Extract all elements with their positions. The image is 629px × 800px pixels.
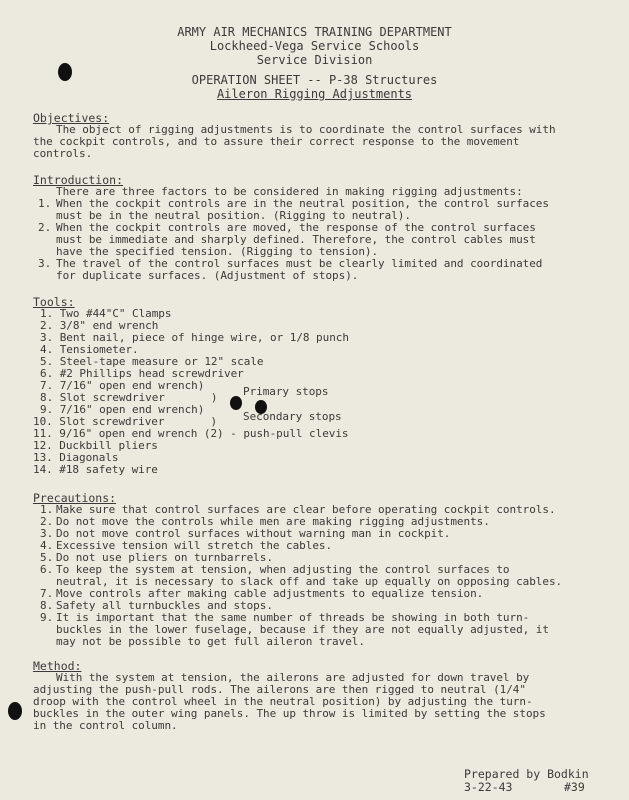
tool-item: 4. Tensiometer.	[40, 343, 139, 356]
footer-prepared: Prepared by Bodkin	[464, 767, 589, 781]
objectives-heading: Objectives:	[33, 111, 110, 125]
tool-item: 11. 9/16" open end wrench (2) - push-pull clevis	[33, 427, 349, 440]
precaution-item-number: 9.	[40, 611, 54, 624]
precaution-item-line: Do not use pliers on turnbarrels.	[56, 551, 273, 564]
precaution-item-number: 2.	[40, 515, 54, 528]
introduction-item-line: When the cockpit controls are moved, the response of the control surfaces	[56, 221, 536, 234]
tool-item: 8. Slot screwdriver )	[40, 391, 218, 404]
introduction-heading: Introduction:	[33, 173, 124, 187]
header-school: Lockheed-Vega Service Schools	[209, 39, 420, 53]
method-line: in the control column.	[33, 719, 178, 732]
tool-item: 5. Steel-tape measure or 12" scale	[40, 355, 264, 368]
precaution-item-line: buckles in the lower fuselage, because if they are not equally adjusted, it	[56, 623, 549, 636]
precaution-item-line: may not be possible to get full aileron travel.	[56, 635, 365, 648]
precaution-item-line: neutral, it is necessary to slack off and take up equally on opposing cables.	[56, 575, 563, 588]
tool-item: 10. Slot screwdriver )	[33, 415, 218, 428]
precaution-item-line: To keep the system at tension, when adjusting the control surfaces to	[56, 563, 510, 576]
tool-item: 7. 7/16" open end wrench)	[40, 379, 205, 392]
introduction-item-number: 1.	[38, 197, 52, 210]
precaution-item-line: Do not move the controls while men are making rigging adjustments.	[56, 515, 490, 528]
precaution-item-number: 5.	[40, 551, 54, 564]
header-sheet: OPERATION SHEET -- P-38 Structures	[191, 73, 438, 87]
precaution-item-number: 1.	[40, 503, 54, 516]
punch-hole-middle	[230, 396, 242, 410]
introduction-item-line: When the cockpit controls are in the neutral position, the control surfaces	[56, 197, 549, 210]
precaution-item-number: 8.	[40, 599, 54, 612]
precaution-item-number: 4.	[40, 539, 54, 552]
objectives-line: The object of rigging adjustments is to coordinate the control surfaces with	[56, 123, 556, 136]
precautions-heading: Precautions:	[33, 491, 117, 505]
precaution-item-number: 7.	[40, 587, 54, 600]
tool-item: 1. Two #44"C" Clamps	[40, 307, 172, 320]
tool-item: 6. #2 Phillips head screwdriver	[40, 367, 244, 380]
introduction-item-line: must be immediate and sharply defined. Therefore, the control cables must	[56, 233, 536, 246]
tools-secondary-stops-label: Secondary stops	[243, 410, 342, 423]
header-subject: Aileron Rigging Adjustments	[216, 87, 413, 101]
objectives-line: the cockpit controls, and to assure their correct response to the movement	[33, 135, 520, 148]
tool-item: 13. Diagonals	[33, 451, 119, 464]
header-division: Service Division	[256, 53, 373, 67]
footer-number: #39	[564, 780, 585, 794]
objectives-line: controls.	[33, 147, 93, 160]
punch-hole-bottom	[8, 702, 22, 720]
precaution-item-line: Make sure that control surfaces are clear before operating cockpit controls.	[56, 503, 556, 516]
tool-item: 3. Bent nail, piece of hinge wire, or 1/8 punch	[40, 331, 349, 344]
method-line: With the system at tension, the ailerons are adjusted for down travel by	[56, 671, 530, 684]
precaution-item-line: Do not move control surfaces without warning man in cockpit.	[56, 527, 451, 540]
method-line: droop with the control wheel in the neutral position) by adjusting the turn-	[33, 695, 533, 708]
introduction-item-line: have the specified tension. (Rigging to tension).	[56, 245, 379, 258]
tools-heading: Tools:	[33, 295, 75, 309]
introduction-item-number: 2.	[38, 221, 52, 234]
precaution-item-line: Safety all turnbuckles and stops.	[56, 599, 273, 612]
precaution-item-line: It is important that the same number of threads be showing in both turn-	[56, 611, 530, 624]
precaution-item-line: Move controls after making cable adjustments to equalize tension.	[56, 587, 484, 600]
introduction-lead: There are three factors to be considered in making rigging adjustments:	[56, 185, 523, 198]
method-line: adjusting the push-pull rods. The ailerons are then rigged to neutral (1/4"	[33, 683, 526, 696]
introduction-item-number: 3.	[38, 257, 52, 270]
precaution-item-line: Excessive tension will stretch the cables.	[56, 539, 333, 552]
precaution-item-number: 6.	[40, 563, 54, 576]
method-line: buckles in the outer wing panels. The up throw is limited by setting the stops	[33, 707, 546, 720]
tool-item: 14. #18 safety wire	[33, 463, 158, 476]
tool-item: 9. 7/16" open end wrench)	[40, 403, 205, 416]
method-heading: Method:	[33, 659, 82, 673]
tool-item: 2. 3/8" end wrench	[40, 319, 159, 332]
precaution-item-number: 3.	[40, 527, 54, 540]
tools-primary-stops-label: Primary stops	[243, 385, 329, 398]
tool-item: 12. Duckbill pliers	[33, 439, 158, 452]
header-department: ARMY AIR MECHANICS TRAINING DEPARTMENT	[177, 25, 452, 39]
footer-date: 3-22-43	[464, 780, 513, 794]
introduction-item-line: The travel of the control surfaces must be clearly limited and coordinated	[56, 257, 543, 270]
introduction-item-line: for duplicate surfaces. (Adjustment of stops).	[56, 269, 359, 282]
introduction-item-line: must be in the neutral position. (Rigging to neutral).	[56, 209, 411, 222]
